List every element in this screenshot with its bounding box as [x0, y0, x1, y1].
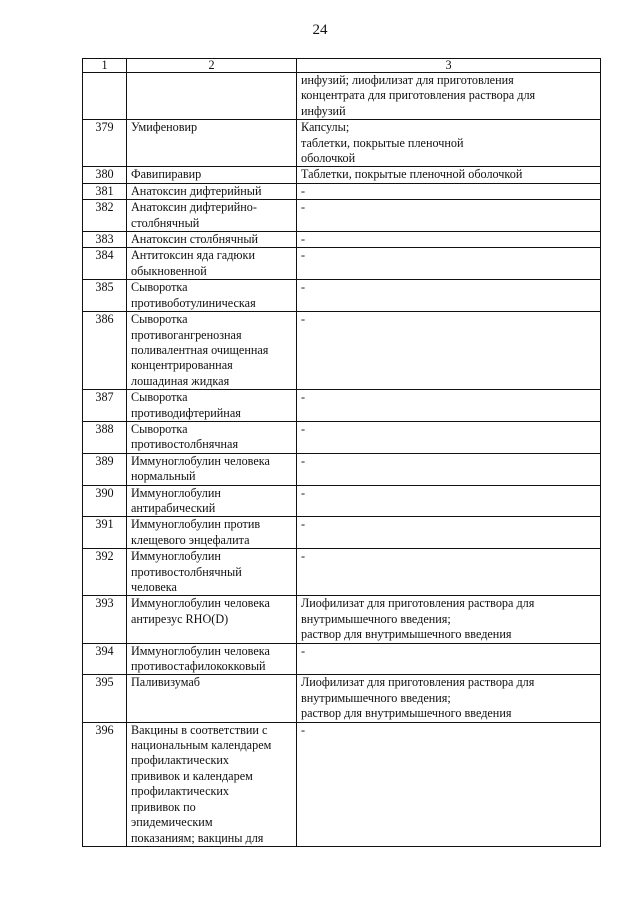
dosage-form-line: Лиофилизат для приготовления раствора для: [301, 596, 535, 611]
table-row: [83, 183, 601, 199]
dosage-form-line: -: [301, 312, 306, 327]
row-number: 384: [83, 248, 127, 280]
table-row: [83, 232, 601, 248]
drug-name-line: Иммуноглобулин человека: [131, 453, 270, 468]
table-row: [83, 73, 601, 120]
drug-name-cell: [127, 248, 297, 280]
row-number: 394: [83, 643, 127, 675]
dosage-form-cell: [297, 390, 601, 422]
drug-name-line: противостолбнячный: [131, 564, 242, 579]
row-number: 393: [83, 596, 127, 643]
dosage-form-line: -: [301, 517, 306, 532]
dosage-form-line: -: [301, 643, 306, 658]
drug-name-cell: [127, 549, 297, 596]
row-number: [83, 73, 127, 120]
dosage-form-cell: [297, 596, 601, 643]
drug-name-cell: [127, 120, 297, 167]
table-row: [83, 722, 601, 846]
dosage-form-line: внутримышечного введения;: [301, 611, 451, 626]
dosage-form-cell: [297, 421, 601, 453]
drug-name-line: Иммуноглобулин человека: [131, 643, 270, 658]
page-number: 24: [312, 22, 328, 38]
drug-name-cell: [127, 73, 297, 120]
drug-name-cell: [127, 312, 297, 390]
table-body: [83, 59, 601, 847]
drug-name-cell: [127, 643, 297, 675]
dosage-form-cell: [297, 643, 601, 675]
drug-name-line: эпидемическим: [131, 815, 213, 830]
drug-name-cell: [127, 421, 297, 453]
dosage-form-cell: [297, 167, 601, 183]
drug-name-line: прививок и календарем: [131, 768, 253, 783]
drug-name-line: показаниям; вакцины для: [131, 830, 264, 845]
table-row: [83, 549, 601, 596]
dosage-form-line: -: [301, 549, 306, 564]
row-number: 388: [83, 421, 127, 453]
dosage-form-line: Капсулы;: [301, 120, 350, 135]
drug-name-cell: [127, 722, 297, 846]
dosage-form-line: -: [301, 200, 306, 215]
row-number: 381: [83, 183, 127, 199]
table-row: [83, 120, 601, 167]
dosage-form-line: -: [301, 390, 306, 405]
drug-name-line: концентрированная: [131, 358, 233, 373]
row-number: 395: [83, 675, 127, 722]
dosage-form-line: -: [301, 722, 306, 737]
table-row: [83, 312, 601, 390]
dosage-form-line: -: [301, 183, 306, 198]
drug-name-line: профилактических: [131, 753, 230, 768]
drug-name-line: Паливизумаб: [131, 675, 200, 690]
row-number: 390: [83, 485, 127, 517]
dosage-form-line: Лиофилизат для приготовления раствора для: [301, 675, 535, 690]
dosage-form-cell: [297, 183, 601, 199]
row-number: 379: [83, 120, 127, 167]
header-col-2: 2: [127, 59, 297, 73]
drug-name-cell: [127, 390, 297, 422]
table-row: [83, 453, 601, 485]
table-row: [83, 675, 601, 722]
row-number: 386: [83, 312, 127, 390]
table-row: [83, 643, 601, 675]
drug-name-line: антирезус RHO(D): [131, 611, 229, 626]
dosage-form-cell: [297, 312, 601, 390]
table-row: [83, 421, 601, 453]
drug-name-line: профилактических: [131, 784, 230, 799]
table-row: [83, 485, 601, 517]
drug-name-line: Умифеновир: [131, 120, 198, 135]
drug-name-line: Сыворотка: [131, 280, 188, 295]
drug-name-cell: [127, 280, 297, 312]
row-number: 391: [83, 517, 127, 549]
drug-name-line: Сыворотка: [131, 312, 188, 327]
drug-name-line: противостолбнячная: [131, 437, 239, 452]
dosage-form-cell: [297, 675, 601, 722]
drug-name-line: обыкновенной: [131, 263, 207, 278]
dosage-form-line: -: [301, 485, 306, 500]
table-row: [83, 167, 601, 183]
row-number: 389: [83, 453, 127, 485]
dosage-form-line: -: [301, 280, 306, 295]
drug-name-cell: [127, 183, 297, 199]
drug-name-cell: [127, 517, 297, 549]
dosage-form-cell: [297, 120, 601, 167]
drug-name-line: Анатоксин столбнячный: [131, 232, 259, 247]
drug-name-line: лошадиная жидкая: [131, 373, 230, 388]
dosage-form-cell: [297, 722, 601, 846]
dosage-form-line: раствор для внутримышечного введения: [301, 706, 512, 721]
drug-name-line: Фавипиравир: [131, 167, 202, 182]
drug-name-line: Иммуноглобулин: [131, 549, 221, 564]
dosage-form-cell: [297, 200, 601, 232]
row-number: 383: [83, 232, 127, 248]
dosage-form-cell: [297, 485, 601, 517]
drug-name-line: Иммуноглобулин против: [131, 517, 261, 532]
table-row: [83, 248, 601, 280]
dosage-form-line: раствор для внутримышечного введения: [301, 627, 512, 642]
dosage-form-line: внутримышечного введения;: [301, 690, 451, 705]
drug-name-line: Иммуноглобулин человека: [131, 596, 270, 611]
table-row: [83, 517, 601, 549]
row-number: 392: [83, 549, 127, 596]
drug-name-line: национальным календарем: [131, 738, 272, 753]
drug-name-line: человека: [131, 580, 177, 594]
dosage-form-line: инфузий; лиофилизат для приготовления: [301, 73, 514, 87]
drug-name-line: столбнячный: [131, 215, 200, 230]
dosage-form-cell: [297, 248, 601, 280]
dosage-form-line: оболочкой: [301, 151, 356, 166]
header-col-1: 1: [83, 59, 127, 73]
dosage-form-line: инфузий: [301, 103, 346, 118]
drug-name-line: противогангренозная: [131, 327, 242, 342]
row-number: 382: [83, 200, 127, 232]
dosage-form-cell: [297, 517, 601, 549]
dosage-form-cell: [297, 232, 601, 248]
drug-name-line: антирабический: [131, 500, 216, 515]
drug-name-cell: [127, 675, 297, 722]
medications-table: [82, 58, 601, 847]
drug-name-cell: [127, 200, 297, 232]
row-number: 380: [83, 167, 127, 183]
table-row: [83, 596, 601, 643]
table-row: [83, 280, 601, 312]
table-row: [83, 390, 601, 422]
table-row: [83, 200, 601, 232]
dosage-form-line: таблетки, покрытые пленочной: [301, 135, 464, 150]
dosage-form-cell: [297, 453, 601, 485]
drug-name-cell: [127, 453, 297, 485]
header-col-3: 3: [297, 59, 601, 73]
dosage-form-line: -: [301, 248, 306, 263]
drug-name-cell: [127, 167, 297, 183]
drug-name-line: противостафилококковый: [131, 659, 266, 674]
drug-name-line: Иммуноглобулин: [131, 485, 221, 500]
drug-name-line: Сыворотка: [131, 390, 188, 405]
drug-name-line: Антитоксин яда гадюки: [131, 248, 255, 263]
drug-name-line: прививок по: [131, 799, 196, 814]
drug-name-cell: [127, 596, 297, 643]
dosage-form-cell: [297, 280, 601, 312]
drug-name-line: поливалентная очищенная: [131, 342, 269, 357]
dosage-form-line: концентрата для приготовления раствора для: [301, 88, 536, 103]
row-number: 396: [83, 722, 127, 846]
drug-name-line: Вакцины в соответствии с: [131, 722, 268, 737]
drug-name-cell: [127, 485, 297, 517]
dosage-form-line: -: [301, 453, 306, 468]
row-number: 385: [83, 280, 127, 312]
dosage-form-line: -: [301, 232, 306, 247]
dosage-form-line: -: [301, 421, 306, 436]
drug-name-line: Анатоксин дифтерийный: [131, 183, 262, 198]
dosage-form-line: Таблетки, покрытые пленочной оболочкой: [301, 167, 523, 182]
drug-name-line: Сыворотка: [131, 421, 188, 436]
dosage-form-cell: [297, 73, 601, 120]
table-header-row: [83, 59, 601, 73]
drug-name-line: противодифтерийная: [131, 405, 241, 420]
drug-name-line: противоботулиническая: [131, 295, 256, 310]
drug-name-line: Анатоксин дифтерийно-: [131, 200, 257, 215]
drug-name-cell: [127, 232, 297, 248]
drug-name-line: нормальный: [131, 469, 196, 484]
drug-name-line: клещевого энцефалита: [131, 532, 250, 547]
row-number: 387: [83, 390, 127, 422]
dosage-form-cell: [297, 549, 601, 596]
